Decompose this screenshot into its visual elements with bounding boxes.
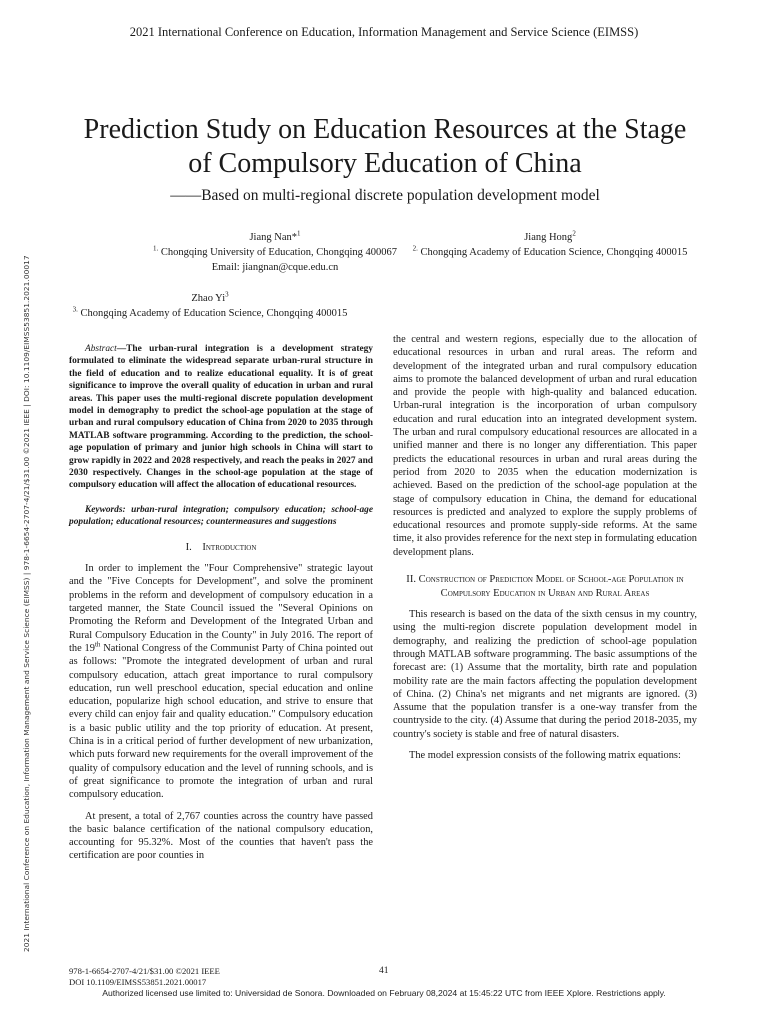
abstract-lead: Abstract: [85, 344, 117, 354]
section-1-p1-part-b: National Congress of the Communist Party of China pointed out as follows: "Promote the integrated development of urban and rural compulsory education, attach great importance to rural compulsory education, run well preschool education, special education and online education, popularize high school education, and strive to ensure that every child can enjoy fair and quality education." Compulsory education is a basic public utility and the top priority of education. At present, China is in a critical period of further development of new urbanization, which puts forward new requirements for the overall improvement of the quality of compulsory education and the level of running schools, and is of great significance to promote the integration of urban and rural compulsory education.: [69, 642, 373, 801]
side-doi-stamp-text: 2021 International Conference on Education, Information Management and Service Science (EIMSS) | 978-1-6654-2707-4/21/$31.00 ©2021 IEEE | DOI: 10.1109/EIMSS53851.2021.00017: [22, 255, 31, 952]
section-2-heading: II. Construction of Prediction Model of School-age Population in Compulsory Education in Urban and Rural Areas: [406, 574, 684, 599]
author-2-aff-sup: 2.: [412, 244, 418, 253]
author-2-affiliation: Chongqing Academy of Education Science, Chongqing 400015: [420, 247, 688, 258]
author-1-affiliation-line: [120, 245, 430, 260]
author-1-affiliation: Chongqing University of Education, Chongqing 400067: [160, 247, 398, 258]
side-doi-stamp: [10, 162, 31, 952]
footer-publication-info: [69, 966, 220, 987]
section-2-paragraph-2: The model expression consists of the following matrix equations:: [409, 750, 681, 762]
section-2-paragraph-1: This research is based on the data of the sixth census in my country, using the multi-region discrete population development model in demography, and realizing the prediction of school-age population through MATLAB software programming. The basic assumptions of the forecast are: (1) Assume that the mortality, birth rate and population mobility rate are the main factors affecting the population development of China. (2) China's net migrants and net migrants are ignored. (3) Assume that the population transfer is a one-way transfer from the countryside to the city. (4) Assume that during the period 2018-2035, my country's society is stable and free of natural disasters.: [393, 609, 697, 740]
section-1-p1-sup: th: [94, 640, 101, 649]
author-3-affiliation: Chongqing Academy of Education Science, Chongqing 400015: [80, 308, 348, 319]
footer-doi: DOI 10.1109/EIMSS53851.2021.00017: [69, 976, 207, 987]
author-2: [400, 230, 700, 260]
author-3: [60, 291, 360, 321]
section-1-p1-part-a: In order to implement the "Four Comprehensive" strategic layout and the "Five Concepts for Development", and solve the prominent problems in the reform and development of compulsory education in a targeted manner, the State Council issued the "Several Opinions on Promoting the Reform and Development of the Integrated Urban and Rural Compulsory Education in the County" in July 2016. The report of the 19: [69, 563, 373, 654]
author-1-sup: 1: [297, 229, 301, 238]
author-2-name: Jiang Hong: [524, 232, 573, 243]
paper-title-line-2: of Compulsory Education of China: [188, 148, 582, 179]
section-1-paragraph-3: the central and western regions, especially due to the allocation of educational resources in urban and rural areas. The reform and development of the integrated urban and rural compulsory education aims to promote the balanced development of urban and rural education and provide the people with high-quality and balanced education. Urban-rural integration is the incorporation of urban compulsory education and rural education into an integrated development system. The urban and rural compulsory educational resources are allocated in a unified manner and there is no longer any differentiation. This paper predicts the educational resources in urban and rural areas during the period from 2020 to 2035 when the education modernization is achieved. Based on the prediction of the school-age population at the stage of compulsory education in China, the demand for educational resources is predicted and analyzed to explore the supply problems of educational resources and promote supply-side reforms. At the same time, it also provides reference for the next step in formulating education development plans.: [393, 334, 697, 558]
author-3-name: Zhao Yi: [191, 293, 226, 304]
keywords-text: urban-rural integration; compulsory education; school-age population; educational resources; countermeasures and suggestions: [69, 504, 373, 528]
paper-title-line-1: Prediction Study on Education Resources at the Stage: [83, 114, 687, 145]
conference-header: 2021 International Conference on Education, Information Management and Service Science (EIMSS): [129, 25, 639, 39]
right-column: [393, 333, 697, 762]
section-1-paragraph-2: At present, a total of 2,767 counties across the country have passed the basic balance certification of the national compulsory education, accounting for 95.32%. Most of the counties that haven't pass the certification are poor counties in: [69, 810, 373, 862]
keywords-label: Keywords:: [85, 504, 126, 515]
page-number: 41: [379, 966, 389, 976]
author-1-name: Jiang Nan*: [249, 232, 298, 243]
left-column: [69, 343, 373, 863]
author-2-affiliation-line: [400, 245, 700, 260]
keywords: [69, 504, 373, 529]
author-3-affiliation-line: [60, 306, 360, 321]
footer-isbn: 978-1-6654-2707-4/21/$31.00 ©2021 IEEE: [69, 966, 220, 976]
paper-title: [40, 113, 730, 181]
author-1-aff-sup: 1.: [152, 244, 159, 253]
author-2-sup: 2: [572, 229, 576, 238]
author-3-sup: 3: [225, 290, 229, 299]
license-notice: Authorized licensed use limited to: Universidad de Sonora. Downloaded on February 08,2024 at 15:45:22 UTC from IEEE Xplore. Restrictions apply.: [102, 988, 666, 998]
section-1-paragraph-1: [69, 562, 373, 801]
abstract: [69, 343, 373, 492]
author-1-email: Email: jiangnan@cque.edu.cn: [211, 262, 339, 273]
author-1-name-line: [120, 230, 430, 245]
abstract-text: —The urban-rural integration is a development strategy formulated to eliminate the widespread separate urban-rural structure in the field of education and to realize educational equality. It is of great significance to improve the overall quality of education in urban and rural areas. This paper uses the multi-regional discrete population development model in demography to predict the school-age population at the stage of urban and rural compulsory education of China from 2020 to 2035 through MATLAB software programming. According to the prediction, the school-age population of primary and junior high schools in China will start to grow rapidly in 2022 and 2028 respectively, and reach the peaks in 2027 and 2030 respectively. Changes in the school-age population at the stage of compulsory education will affect the allocation of educational resources.: [69, 344, 373, 491]
author-1: [120, 230, 430, 275]
author-3-aff-sup: 3.: [72, 305, 78, 314]
author-2-name-line: [400, 230, 700, 245]
author-3-name-line: [60, 291, 360, 306]
section-1-heading: I. Introduction: [185, 541, 257, 553]
paper-subtitle: ——Based on multi-regional discrete population development model: [170, 187, 600, 204]
